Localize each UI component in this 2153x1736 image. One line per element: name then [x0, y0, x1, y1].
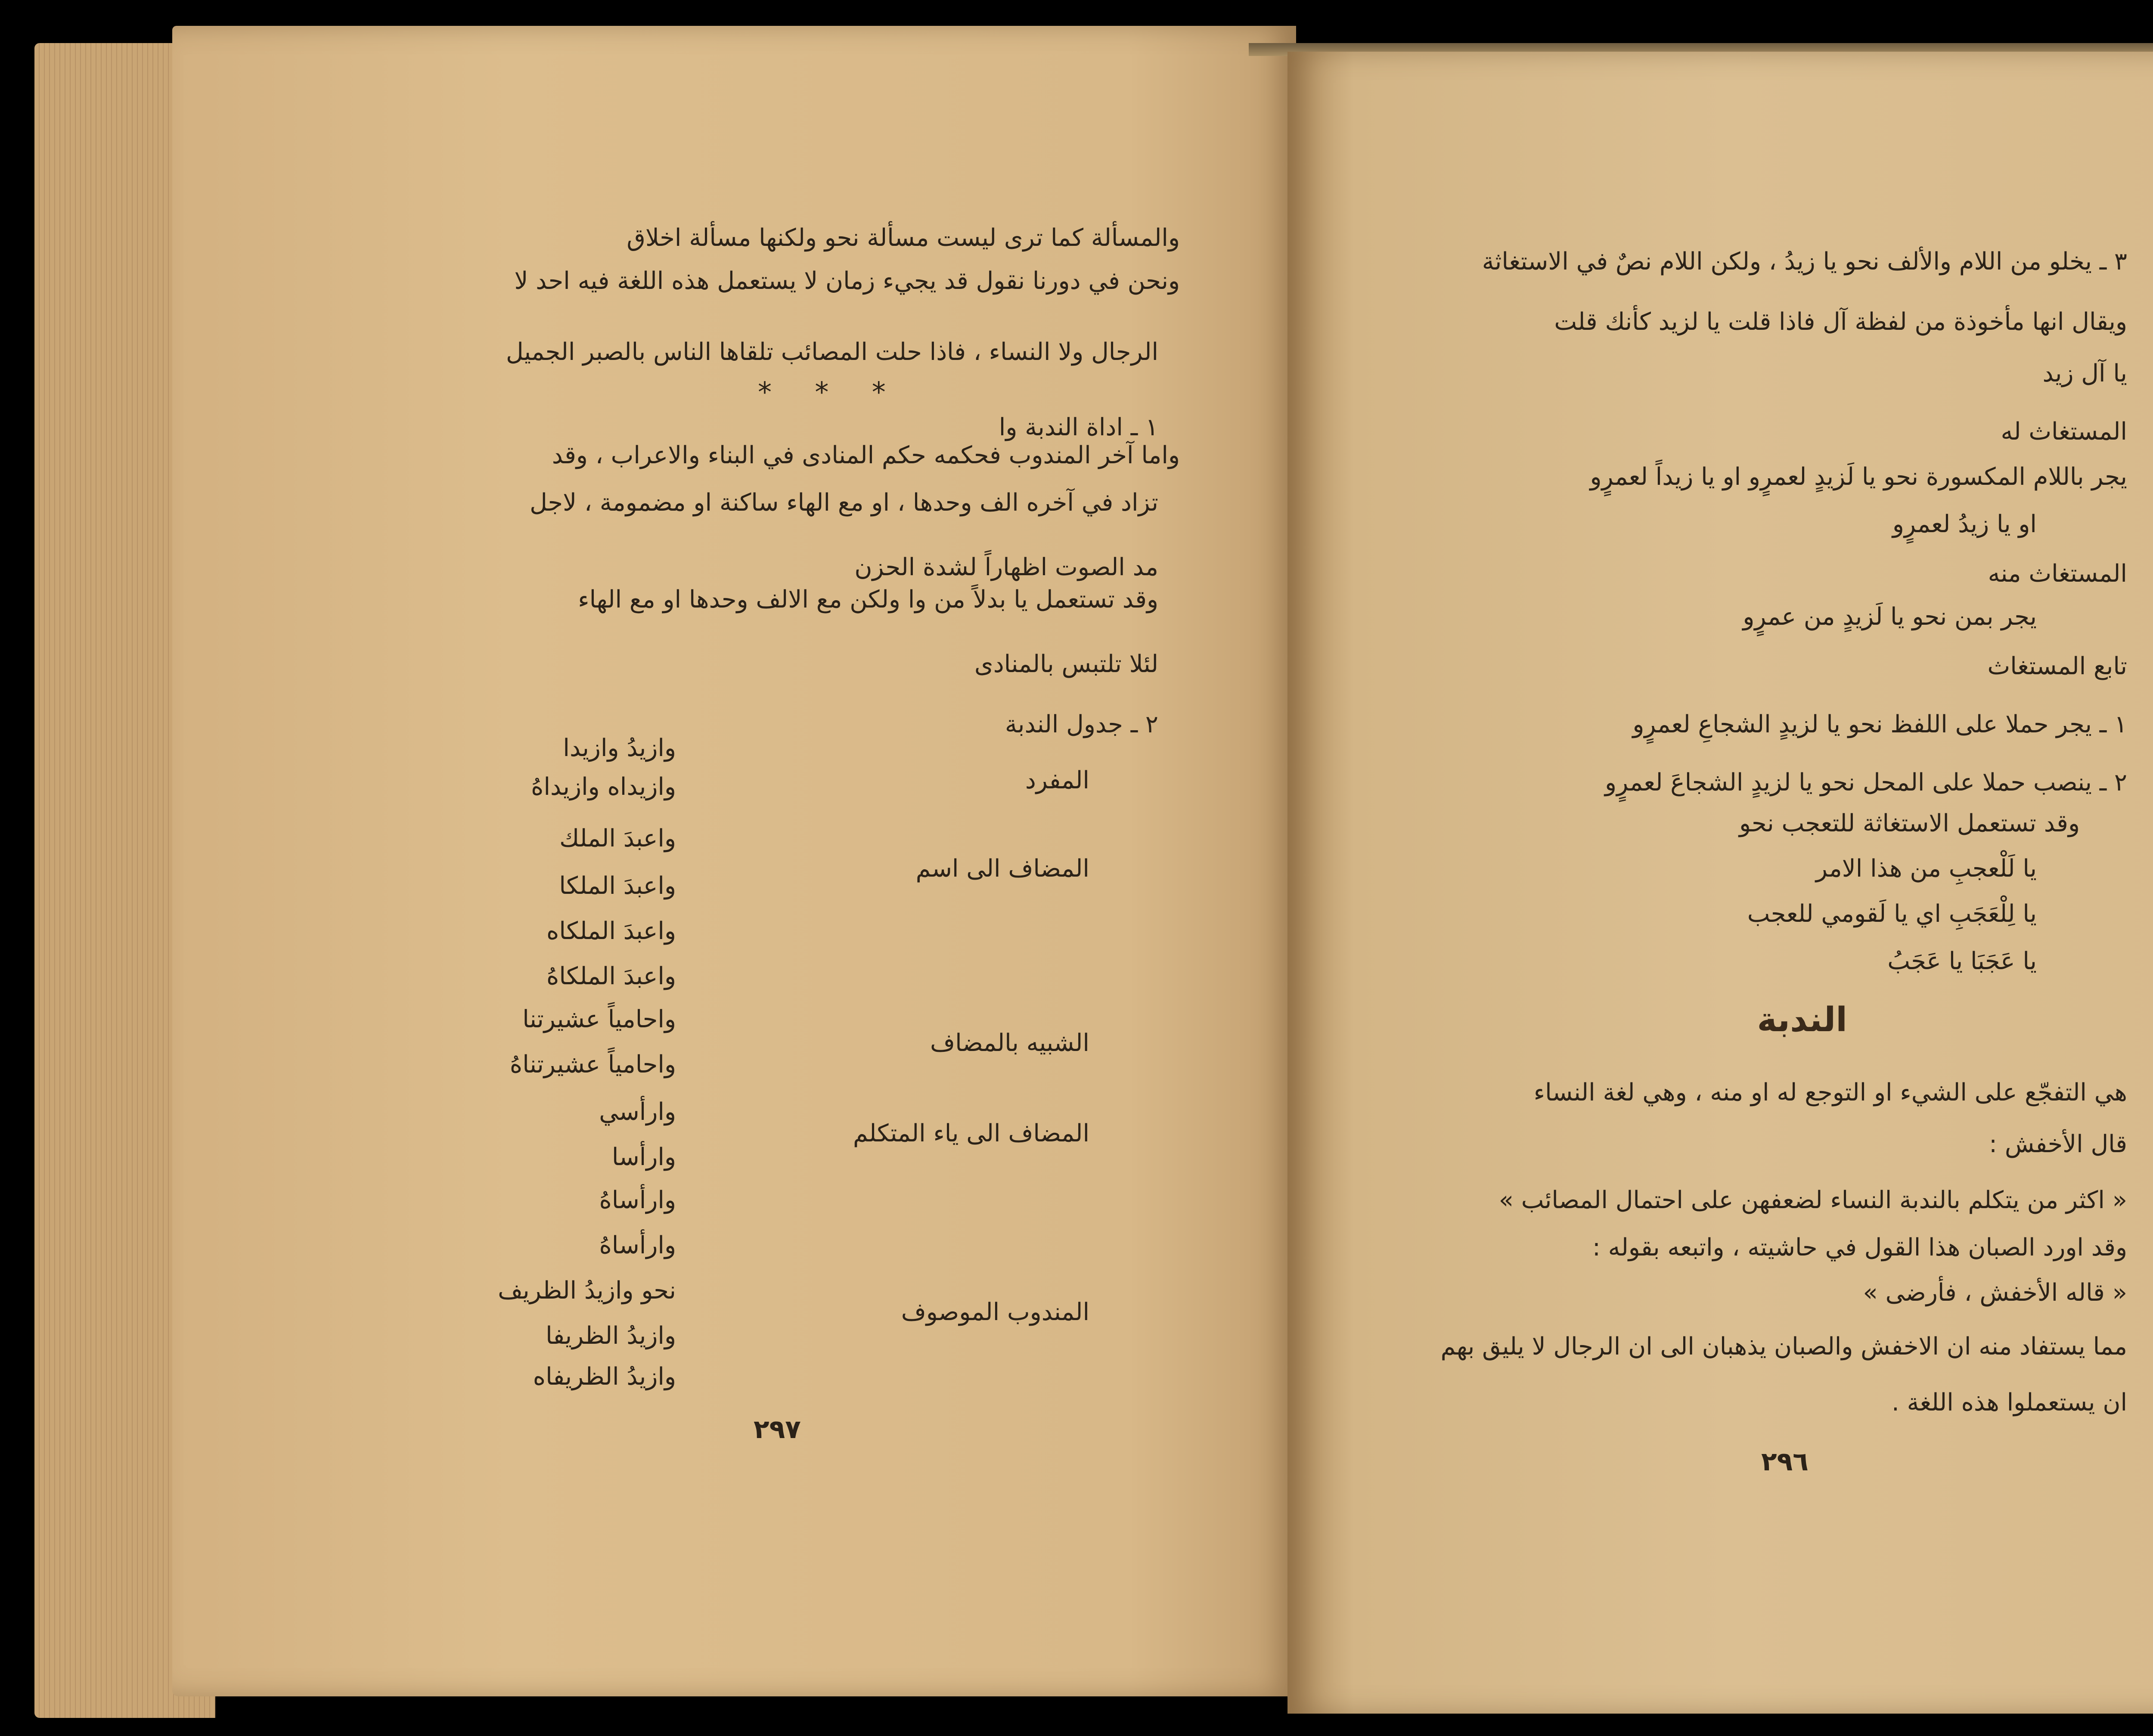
tool-line-4: وقد تستعمل يا بدلاً من وا ولكن مع الالف وحدها او مع الهاء — [578, 586, 1158, 614]
left-line-2: ونحن في دورنا نقول قد يجيء زمان لا يستعمل هذه اللغة فيه احد لا — [514, 267, 1180, 295]
table-example: وازيدُ الظريفاه — [533, 1363, 676, 1391]
nudba-line-2: قال الأخفش : — [1989, 1130, 2127, 1158]
tabi-line: ١ ـ يجر حملا على اللفظ نحو يا لزيدٍ الشجاعِ لعمرٍو — [1632, 710, 2127, 738]
table-label-mawsuf: المندوب الموصوف — [901, 1298, 1089, 1326]
nudba-line-7: ان يستعملوا هذه اللغة . — [1891, 1389, 2127, 1417]
table-label-shabih: الشبيه بالمضاف — [930, 1029, 1089, 1057]
item3-line-2: ويقال انها مأخوذة من لفظة آل فاذا قلت يا لزيد كأنك قلت — [1554, 308, 2127, 336]
mustaghath-minhu-heading: المستغاث منه — [1988, 560, 2127, 588]
table-example: وازيداه وازيداهُ — [531, 773, 676, 801]
table-example: واحامياً عشيرتناهُ — [509, 1051, 676, 1079]
nudba-table-heading: ٢ ـ جدول الندبة — [1005, 710, 1158, 738]
table-example: واحامياً عشيرتنا — [522, 1005, 676, 1033]
table-example: واعبدَ الملكاهُ — [546, 962, 676, 990]
nudba-line-1: هي التفجّع على الشيء او التوجع له او منه ، وهي لغة النساء — [1533, 1079, 2127, 1107]
table-example: وارأسا — [611, 1143, 676, 1171]
table-label-mutakallim: المضاف الى ياء المتكلم — [853, 1119, 1089, 1147]
nudba-line-6: مما يستفاد منه ان الاخفش والصبان يذهبان الى ان الرجال لا يليق بهم — [1440, 1333, 2127, 1361]
tabi-line: ٢ ـ ينصب حملا على المحل نحو يا لزيدٍ الشجاعَ لعمرٍو — [1605, 769, 2127, 797]
separator-stars: * * * — [758, 377, 903, 409]
taajjub-example: يا لِلْعَجَبِ اي يا لَقومي للعجب — [1747, 900, 2037, 928]
right-page — [1287, 52, 2153, 1714]
table-example: وازيدُ الظريفا — [546, 1322, 676, 1350]
table-label-mudaf: المضاف الى اسم — [915, 855, 1089, 883]
item3-line-1: ٣ ـ يخلو من اللام والألف نحو يا زيدُ ، ولكن اللام نصٌ في الاستغاثة — [1482, 248, 2127, 276]
nudba-title: الندبة — [1757, 1001, 1847, 1039]
table-example: وارأسي — [599, 1098, 676, 1126]
mustaghath-lahu-line: يجر باللام المكسورة نحو يا لَزيدٍ لعمرٍو او يا زيداً لعمرٍو — [1590, 463, 2127, 491]
table-example: وارأساهُ — [599, 1231, 676, 1259]
table-example: نحو وازيدُ الظريف — [498, 1277, 676, 1305]
tool-line-2: تزاد في آخره الف وحدها ، او مع الهاء ساكنة او مضمومة ، لاجل — [530, 489, 1158, 517]
mustaghath-lahu-line: او يا زيدُ لعمرٍو — [1892, 510, 2037, 538]
tool-line-1: واما آخر المندوب فحكمه حكم المنادى في البناء والاعراب ، وقد — [552, 441, 1180, 469]
page-number-left: ٢٩٧ — [754, 1414, 801, 1445]
tabi-heading: تابع المستغاث — [1987, 652, 2127, 680]
table-example: وارأساهُ — [599, 1186, 676, 1214]
page-number-right: ٢٩٦ — [1761, 1447, 1809, 1477]
mustaghath-minhu-line: يجر بمن نحو يا لَزيدٍ من عمرٍو — [1743, 603, 2037, 631]
mustaghath-lahu-heading: المستغاث له — [2001, 418, 2127, 446]
tool-line-5: لئلا تلتبس بالمنادى — [974, 650, 1158, 678]
nudba-line-5: « قاله الأخفش ، فأرضى » — [1863, 1279, 2127, 1307]
table-label-mufrad: المفرد — [1025, 766, 1089, 794]
nudba-tool-heading: ١ ـ اداة الندبة وا — [999, 413, 1158, 441]
table-example: وازيدُ وازيدا — [563, 734, 676, 762]
item3-line-3: يا آل زيد — [2042, 360, 2127, 388]
tabi-line: وقد تستعمل الاستغاثة للتعجب نحو — [1739, 809, 2080, 837]
nudba-line-3: « اكثر من يتكلم بالندبة النساء لضعفهن على احتمال المصائب » — [1498, 1186, 2127, 1214]
left-line-1: والمسألة كما ترى ليست مسألة نحو ولكنها مسألة اخلاق — [627, 224, 1180, 252]
taajjub-example: يا عَجَبَا يا عَجَبُ — [1887, 947, 2037, 975]
taajjub-example: يا لَلْعجبِ من هذا الامر — [1815, 855, 2037, 883]
table-example: واعبدَ الملك — [559, 825, 676, 852]
tool-line-3: مد الصوت اظهاراً لشدة الحزن — [854, 553, 1158, 581]
nudba-line-4: وقد اورد الصبان هذا القول في حاشيته ، واتبعه بقوله : — [1592, 1234, 2127, 1262]
left-line-3: الرجال ولا النساء ، فاذا حلت المصائب تلقاها الناس بالصبر الجميل — [506, 338, 1158, 366]
table-example: واعبدَ الملكاه — [546, 917, 676, 945]
table-example: واعبدَ الملكا — [559, 872, 676, 900]
